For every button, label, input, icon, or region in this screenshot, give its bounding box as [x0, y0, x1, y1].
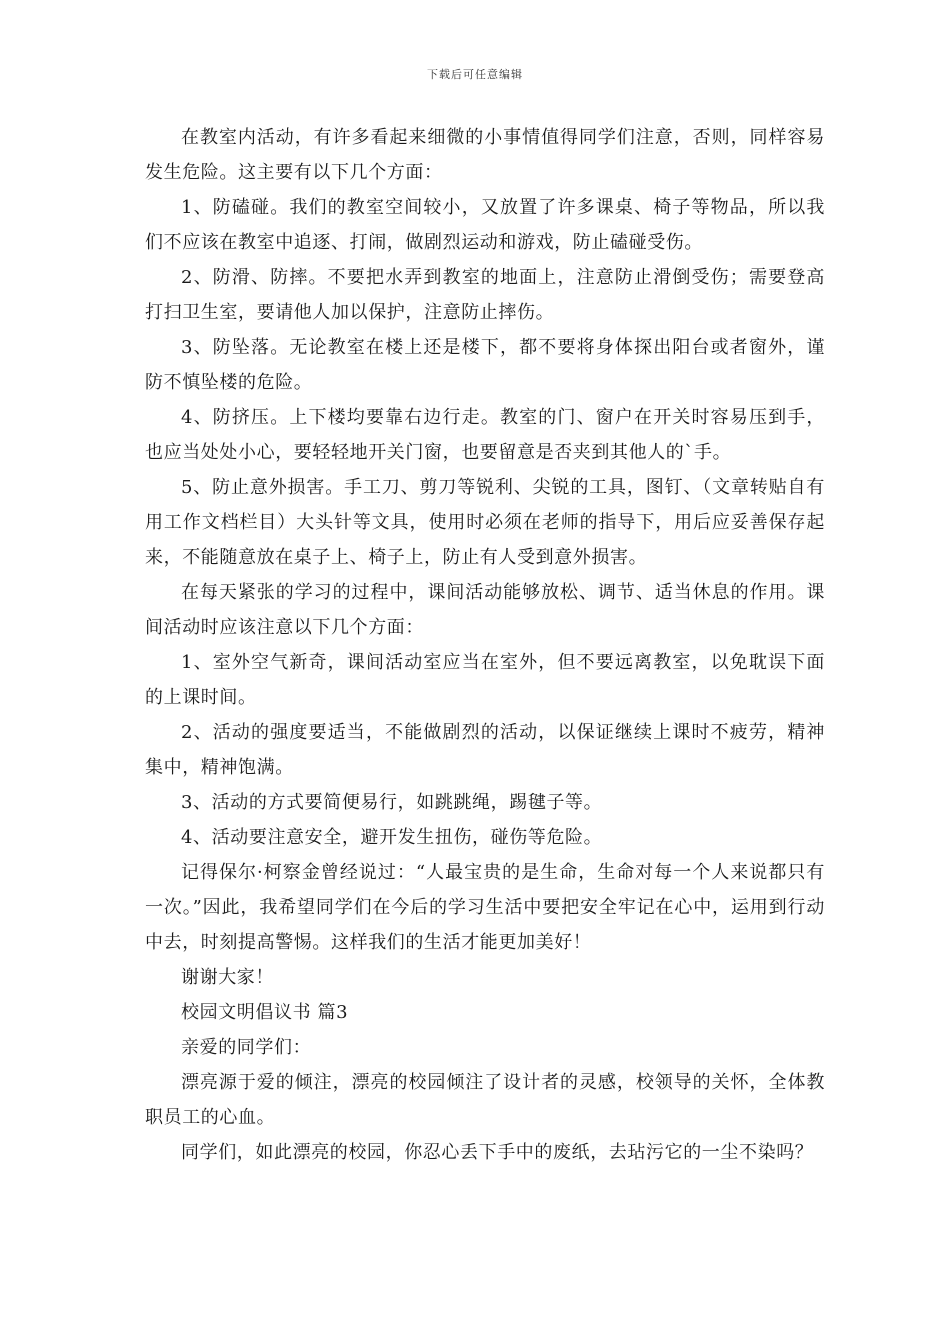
paragraph-item-2: 2、防滑、防摔。不要把水弄到教室的地面上，注意防止滑倒受伤；需要登高打扫卫生室，要请他人加以保护，注意防止摔伤。 — [145, 267, 825, 323]
paragraph-item-4: 4、防挤压。上下楼均要靠右边行走。教室的门、窗户在开关时容易压到手，也应当处处小心，要轻轻地开关门窗，也要留意是否夹到其他人的`手。 — [145, 407, 825, 463]
paragraph-item-5: 5、防止意外损害。手工刀、剪刀等锐利、尖锐的工具，图钉、（文章转贴自有用工作文档栏目）大头针等文具，使用时必须在老师的指导下，用后应妥善保存起来，不能随意放在桌子上、椅子上，防止有人受到意外损害。 — [145, 477, 825, 568]
section-title: 校园文明倡议书 篇3 — [181, 1002, 349, 1023]
page-header: 下载后可任意编辑 — [427, 68, 523, 81]
paragraph-campus-1: 漂亮源于爱的倾注，漂亮的校园倾注了设计者的灵感，校领导的关怀，全体教职员工的心血。 — [145, 1072, 825, 1128]
salutation: 亲爱的同学们： — [181, 1037, 312, 1058]
paragraph-break-item-2: 2、活动的强度要适当，不能做剧烈的活动，以保证继续上课时不疲劳，精神集中，精神饱满。 — [145, 722, 825, 778]
paragraph-break-intro: 在每天紧张的学习的过程中，课间活动能够放松、调节、适当休息的作用。课间活动时应该注意以下几个方面： — [145, 582, 825, 638]
paragraph-intro: 在教室内活动，有许多看起来细微的小事情值得同学们注意，否则，同样容易发生危险。这主要有以下几个方面： — [145, 127, 825, 183]
paragraph-quote: 记得保尔·柯察金曾经说过：“人最宝贵的是生命，生命对每一个人来说都只有一次。”因此，我希望同学们在今后的学习生活中要把安全牢记在心中，运用到行动中去，时刻提高警惕。这样我们的生活才能更加美好！ — [145, 862, 825, 953]
paragraph-break-item-4: 4、活动要注意安全，避开发生扭伤，碰伤等危险。 — [181, 827, 603, 848]
paragraph-item-1: 1、防磕碰。我们的教室空间较小，又放置了许多课桌、椅子等物品，所以我们不应该在教室中追逐、打闹，做剧烈运动和游戏，防止磕碰受伤。 — [145, 197, 825, 253]
paragraph-campus-2: 同学们，如此漂亮的校园，你忍心丢下手中的废纸，去玷污它的一尘不染吗？ — [181, 1142, 814, 1163]
document-body — [145, 120, 825, 1170]
paragraph-thanks: 谢谢大家！ — [181, 967, 274, 988]
paragraph-break-item-3: 3、活动的方式要简便易行，如跳跳绳，踢毽子等。 — [181, 792, 603, 813]
paragraph-item-3: 3、防坠落。无论教室在楼上还是楼下，都不要将身体探出阳台或者窗外，谨防不慎坠楼的危险。 — [145, 337, 825, 393]
paragraph-break-item-1: 1、室外空气新奇，课间活动室应当在室外，但不要远离教室，以免耽误下面的上课时间。 — [145, 652, 825, 708]
